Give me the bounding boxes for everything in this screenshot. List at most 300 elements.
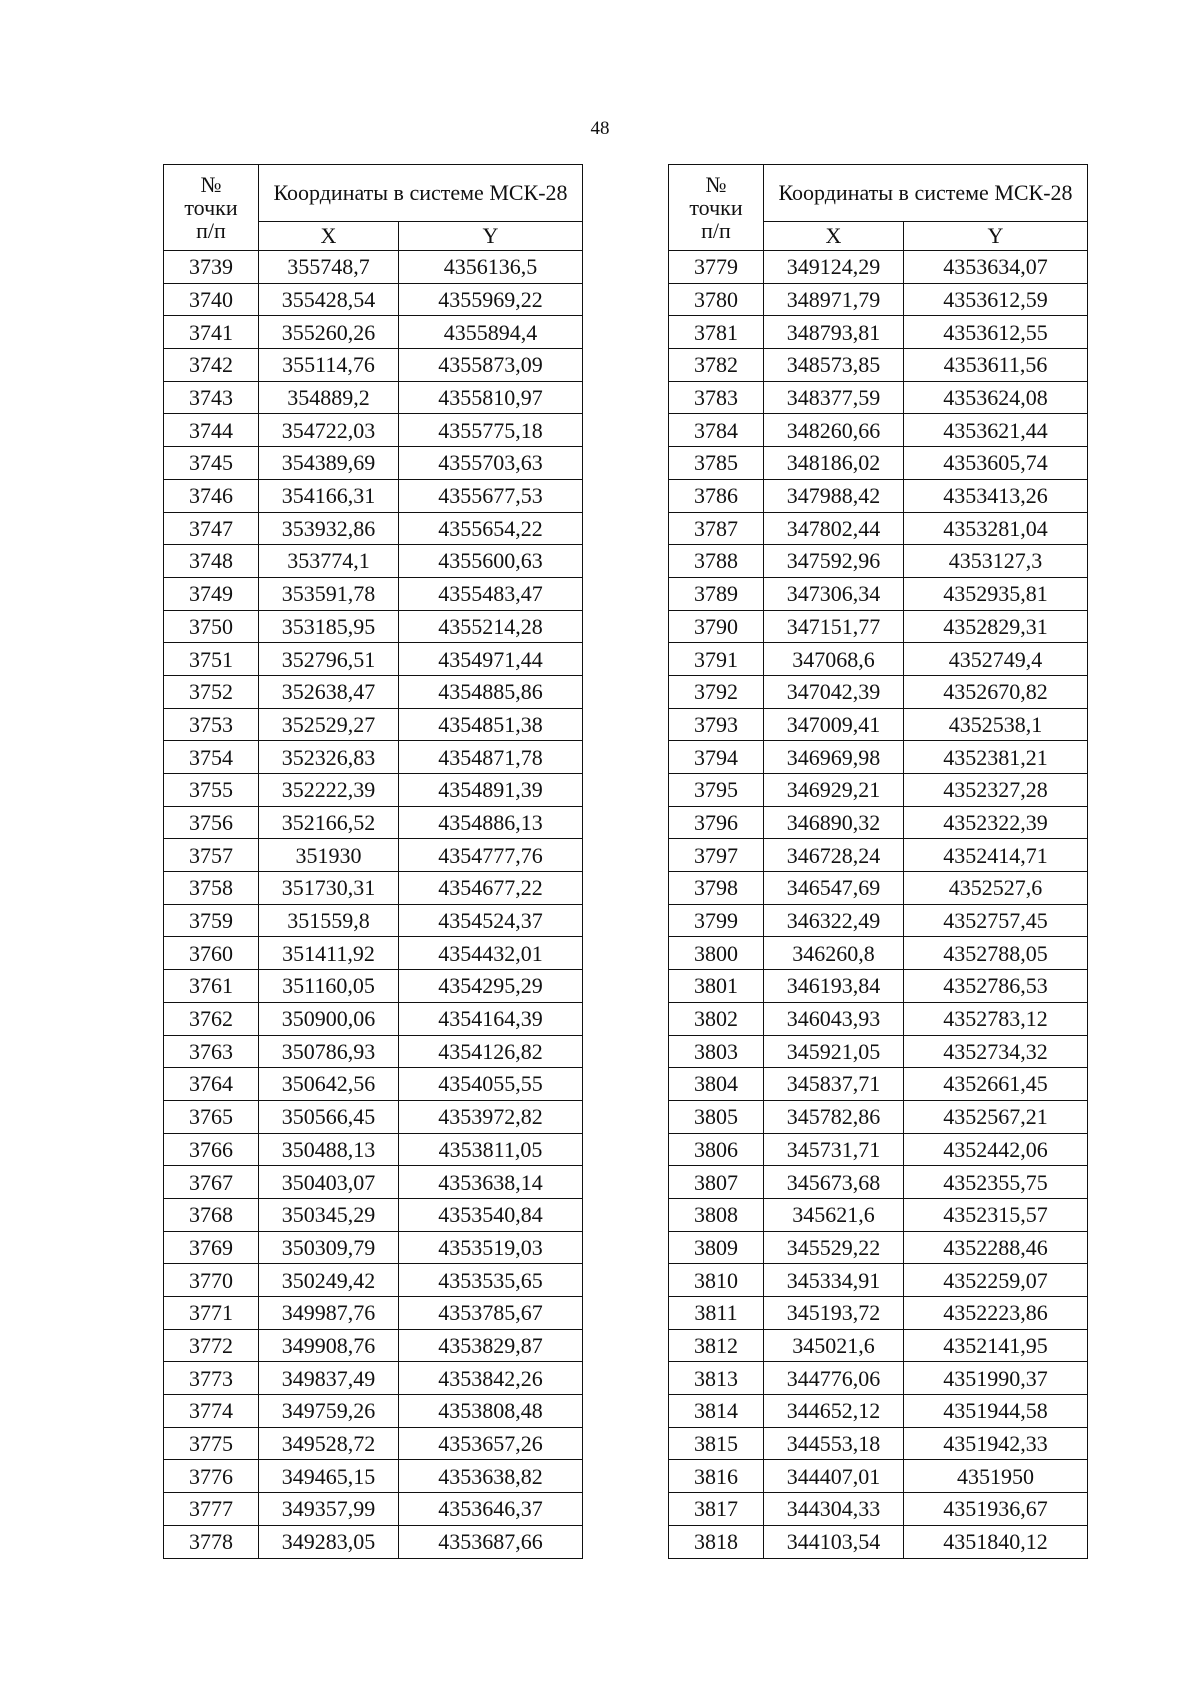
point-number-cell: 3761 [164,970,259,1003]
x-coordinate-cell: 350309,79 [259,1231,399,1264]
point-number-cell: 3814 [669,1395,764,1428]
table-row [164,937,583,970]
x-coordinate-cell: 349837,49 [259,1362,399,1395]
point-number-cell: 3781 [669,316,764,349]
y-coordinate-cell: 4353540,84 [399,1198,583,1231]
table-row [669,479,1088,512]
y-coordinate-cell: 4355969,22 [399,283,583,316]
x-coordinate-cell: 349283,05 [259,1525,399,1558]
table-row [164,316,583,349]
x-coordinate-cell: 345021,6 [764,1329,904,1362]
header-num-sign: № [705,171,727,197]
table-row [164,970,583,1003]
point-number-cell: 3794 [669,741,764,774]
point-number-cell: 3798 [669,872,764,905]
point-number-cell: 3786 [669,479,764,512]
point-number-cell: 3766 [164,1133,259,1166]
y-coordinate-cell: 4352355,75 [904,1166,1088,1199]
table-row [669,316,1088,349]
y-coordinate-cell: 4352223,86 [904,1297,1088,1330]
table-row [669,708,1088,741]
point-number-cell: 3751 [164,643,259,676]
y-coordinate-cell: 4352829,31 [904,610,1088,643]
header-y: Y [904,222,1088,251]
y-coordinate-cell: 4353646,37 [399,1493,583,1526]
table-row [669,545,1088,578]
point-number-cell: 3789 [669,577,764,610]
y-coordinate-cell: 4352381,21 [904,741,1088,774]
x-coordinate-cell: 351559,8 [259,904,399,937]
x-coordinate-cell: 346193,84 [764,970,904,1003]
y-coordinate-cell: 4353634,07 [904,251,1088,284]
x-coordinate-cell: 346547,69 [764,872,904,905]
y-coordinate-cell: 4353829,87 [399,1329,583,1362]
table-row [669,512,1088,545]
table-row [669,1231,1088,1264]
table-row [164,741,583,774]
y-coordinate-cell: 4355600,63 [399,545,583,578]
table-row [164,1035,583,1068]
table-row [669,1460,1088,1493]
x-coordinate-cell: 345837,71 [764,1068,904,1101]
table-row [164,1133,583,1166]
table-row [164,708,583,741]
table-row [669,1329,1088,1362]
point-number-cell: 3784 [669,414,764,447]
point-number-cell: 3799 [669,904,764,937]
x-coordinate-cell: 345673,68 [764,1166,904,1199]
table-row [164,414,583,447]
y-coordinate-cell: 4352786,53 [904,970,1088,1003]
y-coordinate-cell: 4353808,48 [399,1395,583,1428]
y-coordinate-cell: 4355775,18 [399,414,583,447]
table-row [669,643,1088,676]
x-coordinate-cell: 355428,54 [259,283,399,316]
table-row [669,1198,1088,1231]
y-coordinate-cell: 4355703,63 [399,447,583,480]
table-row [164,447,583,480]
point-number-cell: 3768 [164,1198,259,1231]
y-coordinate-cell: 4353612,59 [904,283,1088,316]
y-coordinate-cell: 4355894,4 [399,316,583,349]
point-number-cell: 3765 [164,1100,259,1133]
x-coordinate-cell: 354722,03 [259,414,399,447]
x-coordinate-cell: 355260,26 [259,316,399,349]
y-coordinate-cell: 4353624,08 [904,381,1088,414]
table-row [164,479,583,512]
y-coordinate-cell: 4354777,76 [399,839,583,872]
table-row [669,675,1088,708]
point-number-cell: 3767 [164,1166,259,1199]
table-row [164,1493,583,1526]
table-body-right [669,251,1088,1559]
y-coordinate-cell: 4353127,3 [904,545,1088,578]
y-coordinate-cell: 4352935,81 [904,577,1088,610]
y-coordinate-cell: 4351840,12 [904,1525,1088,1558]
point-number-cell: 3801 [669,970,764,1003]
x-coordinate-cell: 350900,06 [259,1002,399,1035]
header-num-word: точки [689,194,743,220]
table-row [164,1460,583,1493]
point-number-cell: 3787 [669,512,764,545]
point-number-cell: 3775 [164,1427,259,1460]
point-number-cell: 3782 [669,349,764,382]
point-number-cell: 3749 [164,577,259,610]
x-coordinate-cell: 345621,6 [764,1198,904,1231]
table-row [164,283,583,316]
point-number-cell: 3739 [164,251,259,284]
x-coordinate-cell: 348793,81 [764,316,904,349]
coordinates-table-right [668,164,1088,1559]
y-coordinate-cell: 4353972,82 [399,1100,583,1133]
table-row [669,1035,1088,1068]
x-coordinate-cell: 350786,93 [259,1035,399,1068]
point-number-cell: 3755 [164,774,259,807]
x-coordinate-cell: 347151,77 [764,610,904,643]
y-coordinate-cell: 4353413,26 [904,479,1088,512]
x-coordinate-cell: 346969,98 [764,741,904,774]
table-row [669,1100,1088,1133]
y-coordinate-cell: 4355677,53 [399,479,583,512]
point-number-cell: 3741 [164,316,259,349]
y-coordinate-cell: 4355654,22 [399,512,583,545]
x-coordinate-cell: 353591,78 [259,577,399,610]
x-coordinate-cell: 354166,31 [259,479,399,512]
x-coordinate-cell: 344776,06 [764,1362,904,1395]
table-row [669,251,1088,284]
table-row [164,1100,583,1133]
x-coordinate-cell: 351160,05 [259,970,399,1003]
y-coordinate-cell: 4355873,09 [399,349,583,382]
point-number-cell: 3796 [669,806,764,839]
y-coordinate-cell: 4352527,6 [904,872,1088,905]
y-coordinate-cell: 4352661,45 [904,1068,1088,1101]
x-coordinate-cell: 344652,12 [764,1395,904,1428]
point-number-cell: 3772 [164,1329,259,1362]
y-coordinate-cell: 4354432,01 [399,937,583,970]
x-coordinate-cell: 349987,76 [259,1297,399,1330]
x-coordinate-cell: 344103,54 [764,1525,904,1558]
point-number-cell: 3758 [164,872,259,905]
y-coordinate-cell: 4354885,86 [399,675,583,708]
point-number-cell: 3756 [164,806,259,839]
x-coordinate-cell: 346728,24 [764,839,904,872]
table-row [164,251,583,284]
x-coordinate-cell: 350488,13 [259,1133,399,1166]
point-number-cell: 3797 [669,839,764,872]
table-body-left [164,251,583,1559]
y-coordinate-cell: 4353785,67 [399,1297,583,1330]
y-coordinate-cell: 4352442,06 [904,1133,1088,1166]
x-coordinate-cell: 344553,18 [764,1427,904,1460]
table-row [669,1002,1088,1035]
point-number-cell: 3744 [164,414,259,447]
x-coordinate-cell: 349124,29 [764,251,904,284]
x-coordinate-cell: 344304,33 [764,1493,904,1526]
x-coordinate-cell: 346929,21 [764,774,904,807]
x-coordinate-cell: 348573,85 [764,349,904,382]
x-coordinate-cell: 352326,83 [259,741,399,774]
y-coordinate-cell: 4353611,56 [904,349,1088,382]
point-number-cell: 3811 [669,1297,764,1330]
x-coordinate-cell: 344407,01 [764,1460,904,1493]
x-coordinate-cell: 349465,15 [259,1460,399,1493]
table-row [669,1264,1088,1297]
point-number-cell: 3790 [669,610,764,643]
table-row [164,1002,583,1035]
x-coordinate-cell: 352166,52 [259,806,399,839]
point-number-cell: 3795 [669,774,764,807]
y-coordinate-cell: 4353842,26 [399,1362,583,1395]
x-coordinate-cell: 354389,69 [259,447,399,480]
header-point-number [164,165,259,251]
table-row [669,904,1088,937]
x-coordinate-cell: 345529,22 [764,1231,904,1264]
x-coordinate-cell: 349759,26 [259,1395,399,1428]
point-number-cell: 3800 [669,937,764,970]
point-number-cell: 3764 [164,1068,259,1101]
table-row [164,610,583,643]
x-coordinate-cell: 355114,76 [259,349,399,382]
table-row [164,512,583,545]
y-coordinate-cell: 4352141,95 [904,1329,1088,1362]
table-row [669,1133,1088,1166]
coordinates-table-left [163,164,583,1559]
table-row [164,381,583,414]
y-coordinate-cell: 4353535,65 [399,1264,583,1297]
point-number-cell: 3807 [669,1166,764,1199]
point-number-cell: 3803 [669,1035,764,1068]
table-row [164,1166,583,1199]
x-coordinate-cell: 348260,66 [764,414,904,447]
table-row [669,381,1088,414]
x-coordinate-cell: 354889,2 [259,381,399,414]
header-num-abbr: п/п [196,218,226,244]
y-coordinate-cell: 4353687,66 [399,1525,583,1558]
header-num-abbr: п/п [701,218,731,244]
y-coordinate-cell: 4355810,97 [399,381,583,414]
y-coordinate-cell: 4352315,57 [904,1198,1088,1231]
y-coordinate-cell: 4351950 [904,1460,1088,1493]
y-coordinate-cell: 4354295,29 [399,970,583,1003]
y-coordinate-cell: 4352288,46 [904,1231,1088,1264]
table-row [669,1068,1088,1101]
header-point-number [669,165,764,251]
table-row [669,1427,1088,1460]
x-coordinate-cell: 352529,27 [259,708,399,741]
table-row [164,675,583,708]
point-number-cell: 3743 [164,381,259,414]
y-coordinate-cell: 4352259,07 [904,1264,1088,1297]
y-coordinate-cell: 4353519,03 [399,1231,583,1264]
x-coordinate-cell: 348971,79 [764,283,904,316]
y-coordinate-cell: 4354677,22 [399,872,583,905]
header-x: X [764,222,904,251]
x-coordinate-cell: 350566,45 [259,1100,399,1133]
table-row [164,1068,583,1101]
x-coordinate-cell: 352638,47 [259,675,399,708]
x-coordinate-cell: 347042,39 [764,675,904,708]
x-coordinate-cell: 345334,91 [764,1264,904,1297]
x-coordinate-cell: 346043,93 [764,1002,904,1035]
y-coordinate-cell: 4353638,14 [399,1166,583,1199]
point-number-cell: 3793 [669,708,764,741]
point-number-cell: 3810 [669,1264,764,1297]
x-coordinate-cell: 350345,29 [259,1198,399,1231]
table-row [164,774,583,807]
table-row [164,1362,583,1395]
y-coordinate-cell: 4353612,55 [904,316,1088,349]
y-coordinate-cell: 4352734,32 [904,1035,1088,1068]
point-number-cell: 3773 [164,1362,259,1395]
table-row [164,1329,583,1362]
point-number-cell: 3785 [669,447,764,480]
table-row [669,937,1088,970]
point-number-cell: 3788 [669,545,764,578]
y-coordinate-cell: 4355483,47 [399,577,583,610]
x-coordinate-cell: 346322,49 [764,904,904,937]
point-number-cell: 3809 [669,1231,764,1264]
x-coordinate-cell: 350403,07 [259,1166,399,1199]
point-number-cell: 3816 [669,1460,764,1493]
header-y: Y [399,222,583,251]
header-num-sign: № [200,171,222,197]
x-coordinate-cell: 351730,31 [259,872,399,905]
y-coordinate-cell: 4353657,26 [399,1427,583,1460]
point-number-cell: 3774 [164,1395,259,1428]
table-row [669,610,1088,643]
x-coordinate-cell: 349908,76 [259,1329,399,1362]
x-coordinate-cell: 346260,8 [764,937,904,970]
y-coordinate-cell: 4354164,39 [399,1002,583,1035]
point-number-cell: 3752 [164,675,259,708]
table-row [164,577,583,610]
x-coordinate-cell: 349357,99 [259,1493,399,1526]
y-coordinate-cell: 4351990,37 [904,1362,1088,1395]
table-row [669,1166,1088,1199]
y-coordinate-cell: 4354891,39 [399,774,583,807]
table-row [669,872,1088,905]
header-coordinates: Координаты в системе МСК-28 [764,165,1088,222]
y-coordinate-cell: 4354971,44 [399,643,583,676]
x-coordinate-cell: 351930 [259,839,399,872]
y-coordinate-cell: 4353638,82 [399,1460,583,1493]
point-number-cell: 3762 [164,1002,259,1035]
y-coordinate-cell: 4352414,71 [904,839,1088,872]
table-row [164,349,583,382]
point-number-cell: 3815 [669,1427,764,1460]
table-row [669,1493,1088,1526]
y-coordinate-cell: 4354886,13 [399,806,583,839]
x-coordinate-cell: 349528,72 [259,1427,399,1460]
point-number-cell: 3771 [164,1297,259,1330]
point-number-cell: 3763 [164,1035,259,1068]
table-row [669,741,1088,774]
point-number-cell: 3742 [164,349,259,382]
y-coordinate-cell: 4355214,28 [399,610,583,643]
header-num-word: точки [184,194,238,220]
table-row [164,1427,583,1460]
point-number-cell: 3770 [164,1264,259,1297]
table-row [164,872,583,905]
y-coordinate-cell: 4353621,44 [904,414,1088,447]
y-coordinate-cell: 4351944,58 [904,1395,1088,1428]
table-row [164,806,583,839]
page-number: 48 [590,118,610,139]
x-coordinate-cell: 347068,6 [764,643,904,676]
point-number-cell: 3812 [669,1329,764,1362]
table-row [669,349,1088,382]
x-coordinate-cell: 352222,39 [259,774,399,807]
table-row [164,1395,583,1428]
x-coordinate-cell: 346890,32 [764,806,904,839]
point-number-cell: 3776 [164,1460,259,1493]
table-row [669,1525,1088,1558]
point-number-cell: 3740 [164,283,259,316]
y-coordinate-cell: 4353605,74 [904,447,1088,480]
x-coordinate-cell: 347988,42 [764,479,904,512]
point-number-cell: 3748 [164,545,259,578]
x-coordinate-cell: 345193,72 [764,1297,904,1330]
x-coordinate-cell: 348186,02 [764,447,904,480]
y-coordinate-cell: 4352783,12 [904,1002,1088,1035]
table-row [164,1297,583,1330]
table-row [669,1297,1088,1330]
header-coordinates: Координаты в системе МСК-28 [259,165,583,222]
table-row [164,1525,583,1558]
point-number-cell: 3792 [669,675,764,708]
y-coordinate-cell: 4353811,05 [399,1133,583,1166]
point-number-cell: 3757 [164,839,259,872]
point-number-cell: 3813 [669,1362,764,1395]
table-row [164,1231,583,1264]
y-coordinate-cell: 4352327,28 [904,774,1088,807]
table-row [669,839,1088,872]
table-row [669,283,1088,316]
y-coordinate-cell: 4352749,4 [904,643,1088,676]
point-number-cell: 3779 [669,251,764,284]
x-coordinate-cell: 348377,59 [764,381,904,414]
y-coordinate-cell: 4352670,82 [904,675,1088,708]
table-row [164,839,583,872]
point-number-cell: 3802 [669,1002,764,1035]
y-coordinate-cell: 4351936,67 [904,1493,1088,1526]
y-coordinate-cell: 4354851,38 [399,708,583,741]
y-coordinate-cell: 4351942,33 [904,1427,1088,1460]
y-coordinate-cell: 4352567,21 [904,1100,1088,1133]
x-coordinate-cell: 353774,1 [259,545,399,578]
y-coordinate-cell: 4352788,05 [904,937,1088,970]
x-coordinate-cell: 345731,71 [764,1133,904,1166]
table-row [164,1264,583,1297]
y-coordinate-cell: 4354126,82 [399,1035,583,1068]
y-coordinate-cell: 4354055,55 [399,1068,583,1101]
table-row [669,1395,1088,1428]
point-number-cell: 3750 [164,610,259,643]
y-coordinate-cell: 4356136,5 [399,251,583,284]
point-number-cell: 3777 [164,1493,259,1526]
point-number-cell: 3783 [669,381,764,414]
point-number-cell: 3780 [669,283,764,316]
x-coordinate-cell: 350249,42 [259,1264,399,1297]
x-coordinate-cell: 355748,7 [259,251,399,284]
table-row [164,1198,583,1231]
x-coordinate-cell: 351411,92 [259,937,399,970]
y-coordinate-cell: 4354871,78 [399,741,583,774]
point-number-cell: 3759 [164,904,259,937]
point-number-cell: 3808 [669,1198,764,1231]
table-row [669,1362,1088,1395]
